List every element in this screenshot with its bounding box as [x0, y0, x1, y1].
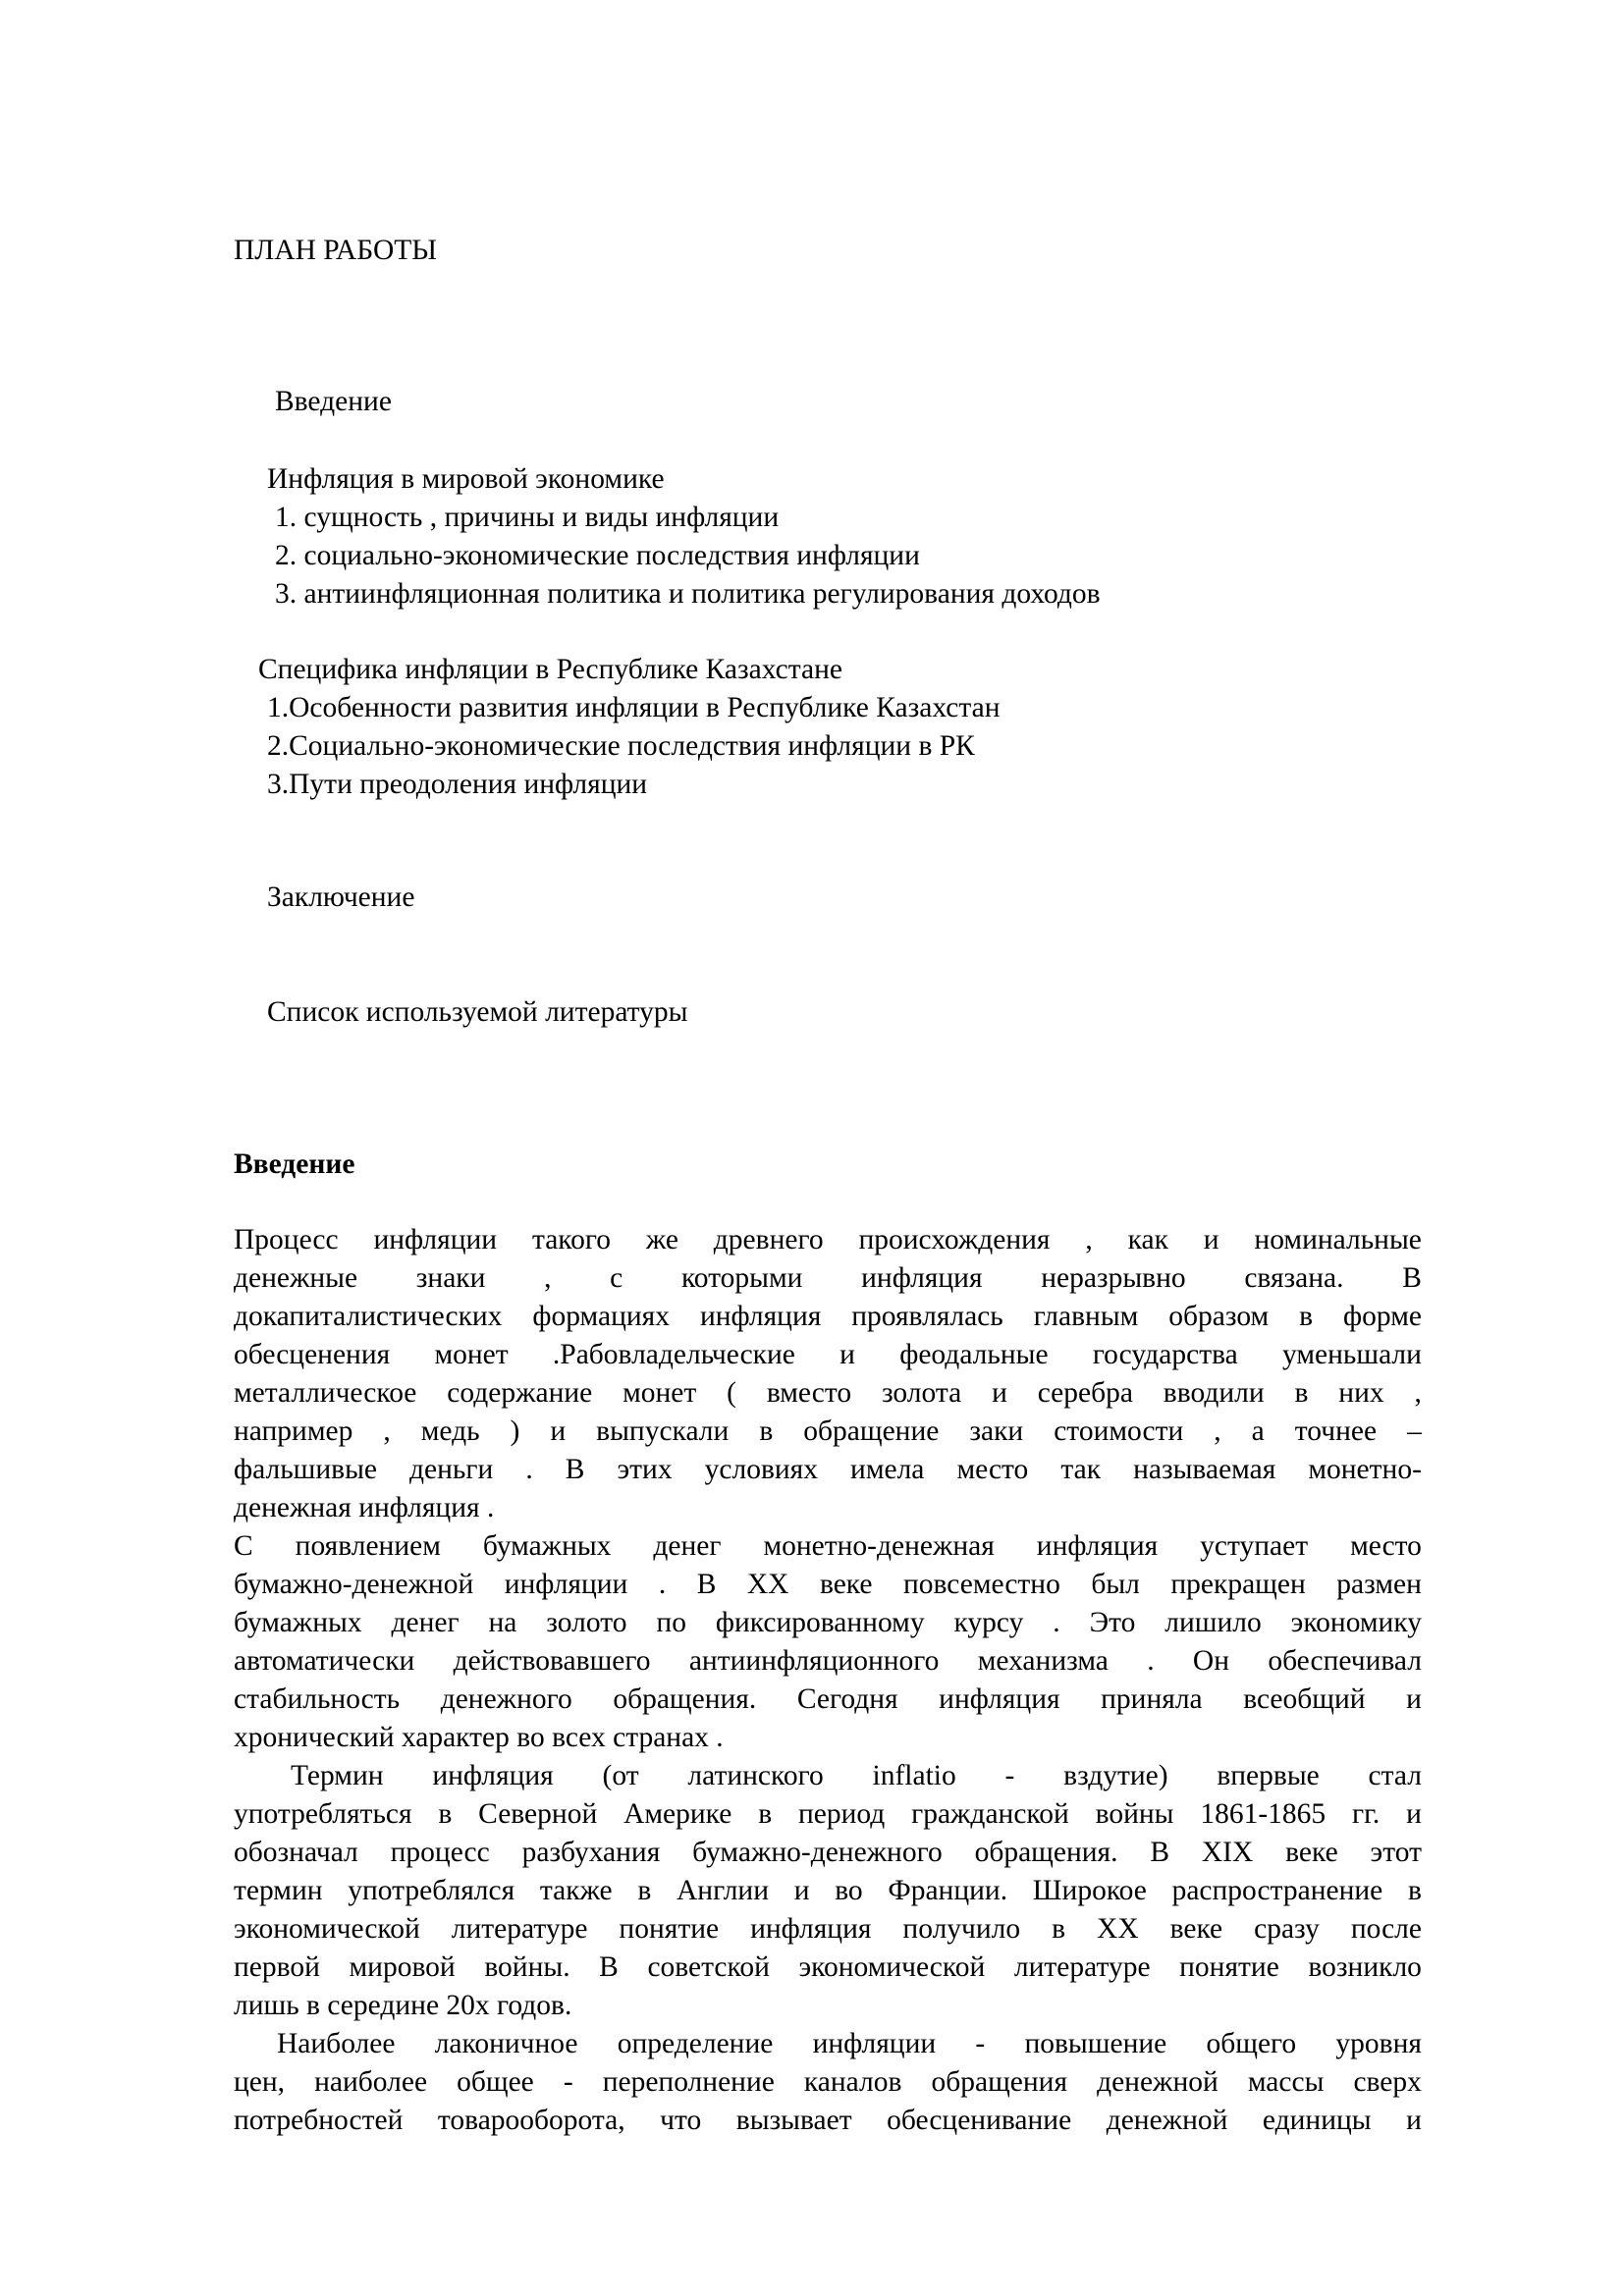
body-line: Наиболее лаконичное определение инфляции - повышение общего уровня	[277, 2028, 1422, 2059]
plan-references: Список используемой литературы	[267, 996, 688, 1028]
section2-item-2: 2.Социально-экономические последствия инфляции в РК	[267, 730, 975, 762]
body-line: цен, наиболее общее - переполнение каналов обращения денежной массы сверх	[234, 2066, 1422, 2098]
plan-conclusion: Заключение	[267, 881, 415, 913]
body-line: например , медь ) и выпускали в обращение заки стоимости , а точнее –	[234, 1415, 1422, 1447]
section2-item-3: 3.Пути преодоления инфляции	[267, 769, 648, 800]
body-line: обесценения монет .Рабовладельческие и феодальные государства уменьшали	[234, 1339, 1422, 1370]
body-line: хронический характер во всех странах .	[234, 1722, 724, 1753]
intro-heading: Введение	[234, 1148, 355, 1180]
section1-item-1: 1. сущность , причины и виды инфляции	[275, 502, 780, 533]
body-line: лишь в середине 20х годов.	[234, 1990, 572, 2021]
body-line: Термин инфляция (от латинского inflatio - вздутие) впервые стал	[291, 1760, 1422, 1791]
body-line: докапиталистических формациях инфляция проявлялась главным образом в форме	[234, 1301, 1422, 1332]
section2-item-1: 1.Особенности развития инфляции в Республике Казахстан	[267, 692, 1001, 723]
section1-item-3: 3. антиинфляционная политика и политика регулирования доходов	[275, 578, 1101, 610]
body-line: стабильность денежного обращения. Сегодня инфляция приняла всеобщий и	[234, 1683, 1422, 1715]
body-line: денежная инфляция .	[234, 1492, 495, 1523]
body-line: употребляться в Северной Америке в период гражданской войны 1861-1865 гг. и	[234, 1798, 1422, 1830]
plan-intro: Введение	[275, 386, 392, 417]
body-line: потребностей товарооборота, что вызывает обесценивание денежной единицы и	[234, 2105, 1422, 2136]
body-line: бумажно-денежной инфляции . В XX веке повсеместно был прекращен размен	[234, 1569, 1422, 1600]
section2-title: Специфика инфляции в Республике Казахстане	[258, 654, 842, 685]
body-line: обозначал процесс разбухания бумажно-денежного обращения. В XIX веке этот	[234, 1837, 1422, 1868]
body-line: фальшивые деньги . В этих условиях имела место так называемая монетно-	[234, 1454, 1422, 1485]
body-line: термин употреблялся также в Англии и во Франции. Широкое распространение в	[234, 1875, 1422, 1906]
body-line: денежные знаки , с которыми инфляция неразрывно связана. В	[234, 1262, 1422, 1294]
body-line: бумажных денег на золото по фиксированному курсу . Это лишило экономику	[234, 1607, 1422, 1638]
section1-title: Инфляция в мировой экономике	[267, 463, 665, 495]
body-line: С появлением бумажных денег монетно-денежная инфляция уступает место	[234, 1530, 1422, 1562]
plan-title: ПЛАН РАБОТЫ	[234, 235, 438, 266]
body-line: металлическое содержание монет ( вместо золота и серебра вводили в них ,	[234, 1377, 1422, 1409]
body-line: Процесс инфляции такого же древнего происхождения , как и номинальные	[234, 1224, 1422, 1255]
section1-item-2: 2. социально-экономические последствия инфляции	[275, 540, 920, 571]
body-line: автоматически действовавшего антиинфляционного механизма . Он обеспечивал	[234, 1645, 1422, 1677]
body-line: экономической литературе понятие инфляция получило в XX веке сразу после	[234, 1913, 1422, 1945]
body-line: первой мировой войны. В советской экономической литературе понятие возникло	[234, 1951, 1422, 1983]
